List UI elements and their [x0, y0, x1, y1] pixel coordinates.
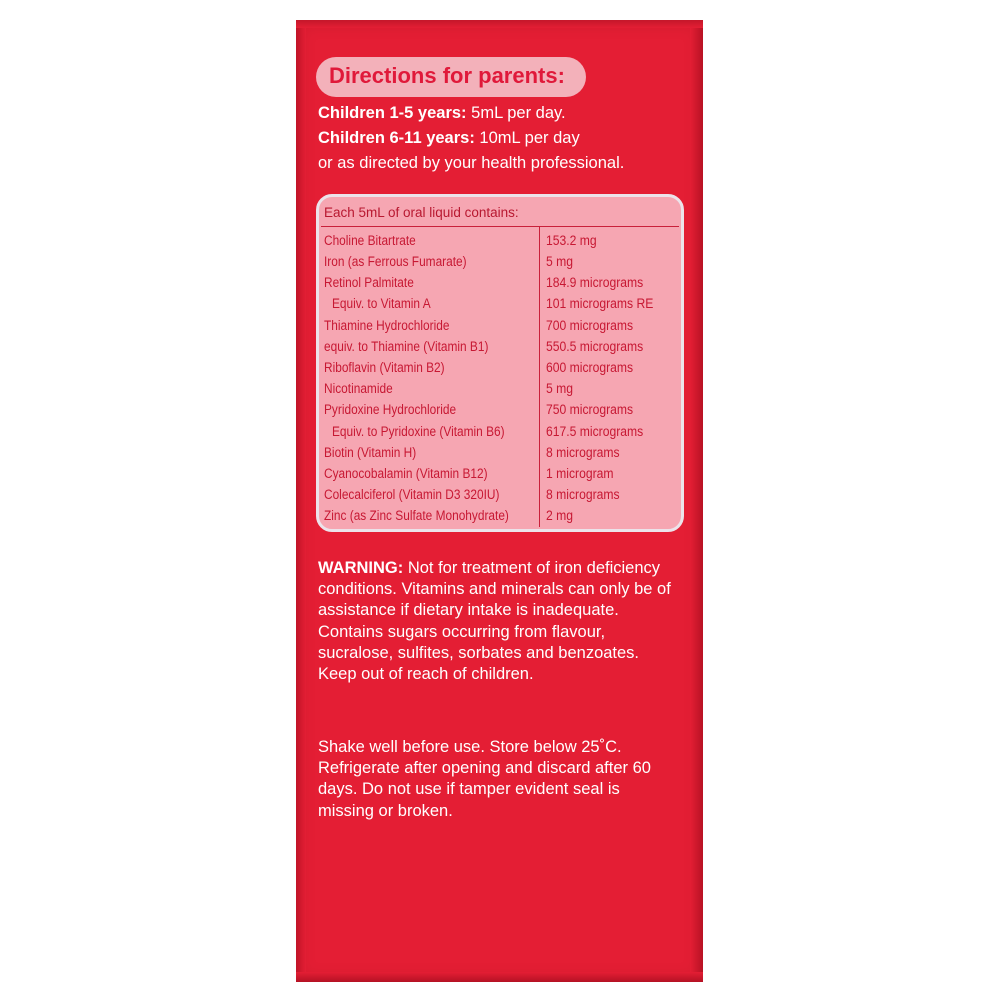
- ingredient-name: Zinc (as Zinc Sulfate Monohydrate): [324, 508, 509, 523]
- composition-column-divider: [539, 227, 540, 527]
- warning-text: Not for treatment of iron deficiency conditions. Vitamins and minerals can only be of assistance if dietary intake is inadequate. Contains sugars occurring from flavour, sucralose, sulfites, sorbates and benzoates. Keep out of reach of children.: [318, 559, 671, 684]
- warning-label: WARNING:: [318, 559, 404, 577]
- ingredient-name: Equiv. to Pyridoxine (Vitamin B6): [332, 424, 505, 439]
- ingredient-amount: 184.9 micrograms: [546, 275, 644, 290]
- ingredient-amount: 550.5 micrograms: [546, 339, 644, 354]
- package-top-edge: [296, 20, 703, 28]
- ingredient-amount: 5 mg: [546, 254, 574, 269]
- directions-title: Directions for parents:: [329, 63, 565, 88]
- ingredient-amount: 8 micrograms: [546, 445, 620, 460]
- ingredient-amount: 1 microgram: [546, 466, 614, 481]
- directions-line-2-text: 10mL per day: [474, 129, 580, 147]
- ingredient-name: Choline Bitartrate: [324, 233, 416, 248]
- ingredient-name: equiv. to Thiamine (Vitamin B1): [324, 339, 489, 354]
- ingredient-name: Iron (as Ferrous Fumarate): [324, 254, 467, 269]
- package-bottom-edge: [296, 972, 703, 982]
- directions-line-3: or as directed by your health professional.: [318, 154, 625, 172]
- warning-text-block: [318, 558, 680, 685]
- ingredient-amount: 617.5 micrograms: [546, 424, 644, 439]
- directions-line-2-label: Children 6-11 years:: [318, 129, 475, 147]
- ingredient-amount: 101 micrograms RE: [546, 296, 654, 311]
- directions-line-2: [318, 127, 580, 149]
- ingredient-name: Colecalciferol (Vitamin D3 320IU): [324, 487, 500, 502]
- directions-line-1-label: Children 1-5 years:: [318, 104, 467, 122]
- ingredient-name: Thiamine Hydrochloride: [324, 318, 450, 333]
- directions-line-1-text: 5mL per day.: [466, 104, 566, 122]
- ingredient-name: Riboflavin (Vitamin B2): [324, 360, 445, 375]
- ingredient-name: Retinol Palmitate: [324, 275, 414, 290]
- ingredient-amount: 2 mg: [546, 508, 574, 523]
- ingredient-name: Biotin (Vitamin H): [324, 445, 417, 460]
- ingredient-name: Pyridoxine Hydrochloride: [324, 402, 457, 417]
- storage-instructions: Shake well before use. Store below 25˚C. Refrigerate after opening and discard after 60 days. Do not use if tamper evident seal is missing or broken.: [318, 738, 651, 820]
- ingredient-name: Cyanocobalamin (Vitamin B12): [324, 466, 488, 481]
- package-right-edge: [690, 20, 703, 982]
- package-left-edge: [296, 20, 306, 982]
- ingredient-amount: 750 micrograms: [546, 402, 634, 417]
- composition-header: Each 5mL of oral liquid contains:: [324, 205, 519, 220]
- ingredient-amount: 8 micrograms: [546, 487, 620, 502]
- ingredient-amount: 153.2 mg: [546, 233, 597, 248]
- ingredient-name: Nicotinamide: [324, 381, 393, 396]
- composition-header-divider: [321, 226, 679, 227]
- directions-line-1: [318, 102, 566, 124]
- ingredient-amount: 5 mg: [546, 381, 574, 396]
- ingredient-amount: 600 micrograms: [546, 360, 634, 375]
- ingredient-amount: 700 micrograms: [546, 318, 634, 333]
- ingredient-name: Equiv. to Vitamin A: [332, 296, 431, 311]
